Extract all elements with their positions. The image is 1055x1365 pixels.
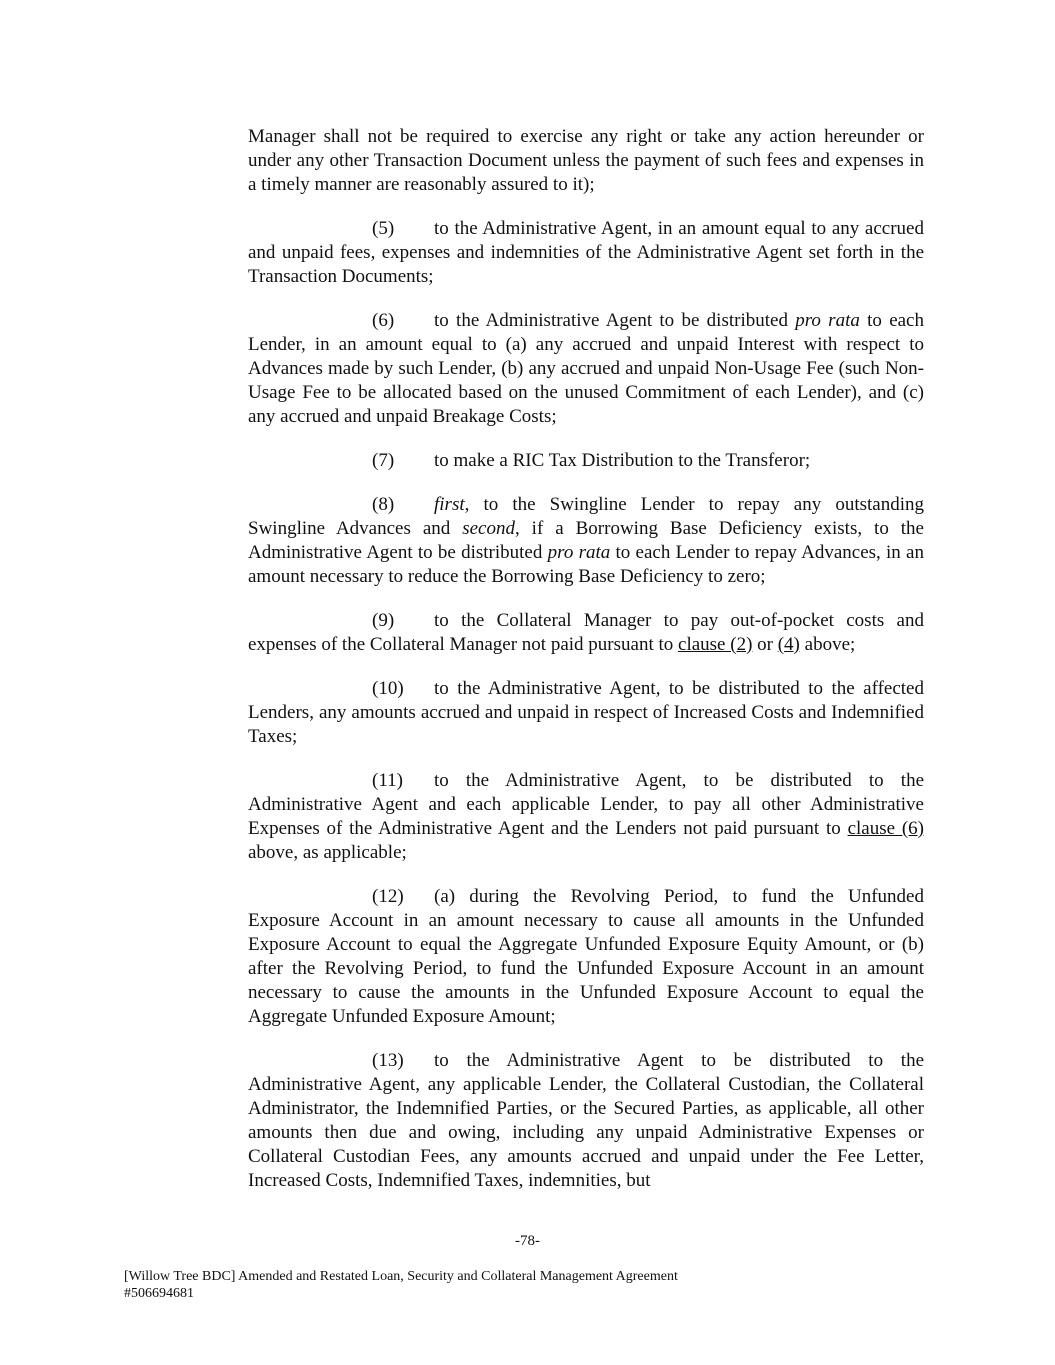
clause-text (248, 218, 924, 287)
clause-segment: to make a RIC Tax Distribution to the Transferor; (434, 450, 811, 471)
clause-paragraph (248, 449, 924, 473)
clause-segment: pro rata (795, 310, 860, 331)
clause-segment: to the Administrative Agent, to be distributed to the affected Lenders, any amounts accrued and unpaid in respect of Increased Costs and Indemnified Taxes; (248, 678, 924, 747)
clause-segment: , if a Borrowing Base Deficiency exists, to the Administrative Agent to be distributed (248, 518, 924, 563)
clause-reference: (4) (777, 634, 800, 655)
clause-paragraph (248, 769, 924, 865)
clause-number: (12) (372, 886, 404, 907)
clause-text (248, 310, 924, 427)
clause-paragraph (248, 609, 924, 657)
clause-segment: pro rata (547, 542, 611, 563)
page-number: -78- (515, 1233, 540, 1249)
clause-paragraph (248, 217, 924, 289)
clause-number: (11) (372, 770, 403, 791)
continuation-paragraph: Manager shall not be required to exercise any right or take any action hereunder or under any other Transaction Document unless the payment of such fees and expenses in a timely manner are reasonably assured to it); (248, 126, 924, 195)
clause-number: (13) (372, 1050, 404, 1071)
clause-text (248, 886, 924, 1027)
clause-segment: second (462, 518, 515, 539)
footer-title: [Willow Tree BDC] Amended and Restated Loan, Security and Collateral Management Agreement (124, 1269, 678, 1284)
clause-text (434, 450, 810, 471)
clause-number: (9) (372, 610, 395, 631)
clause-paragraph (248, 885, 924, 1029)
clause-text (248, 770, 924, 863)
clause-paragraph (248, 677, 924, 749)
clause-segment: , to the Swingline Lender to repay any outstanding Swingline Advances and (248, 494, 924, 539)
clause-paragraph (248, 1049, 924, 1193)
clause-reference: clause (6) (847, 818, 924, 839)
clause-reference: clause (2) (678, 634, 753, 655)
document-body (248, 125, 924, 1213)
clause-list (248, 217, 924, 1193)
clause-text (248, 494, 924, 587)
clause-text (248, 610, 924, 655)
clause-segment: to the Administrative Agent to be distributed (434, 310, 796, 331)
clause-paragraph (248, 493, 924, 589)
clause-paragraph (248, 309, 924, 429)
clause-segment: first (434, 494, 465, 515)
clause-segment: to the Administrative Agent to be distributed to the Administrative Agent, any applicable Lender, the Collateral Custodian, the Collateral Administrator, the Indemnified Parties, or the Secured Parties, as applicable, all other amounts then due and owing, including any unpaid Administrative Expenses or Collateral Custodian Fees, any amounts accrued and unpaid under the Fee Letter, Increased Costs, Indemnified Taxes, indemnities, but (248, 1050, 924, 1191)
clause-segment: or (752, 634, 778, 655)
footer-doc-id: #506694681 (124, 1286, 194, 1301)
clause-segment: (a) during the Revolving Period, to fund the Unfunded Exposure Account in an amount necessary to cause all amounts in the Unfunded Exposure Account to equal the Aggregate Unfunded Exposure Equity Amount, or (b) after the Revolving Period, to fund the Unfunded Exposure Account in an amount necessary to cause the amounts in the Unfunded Exposure Account to equal the Aggregate Unfunded Exposure Amount; (248, 886, 924, 1027)
clause-text (248, 1050, 924, 1191)
clause-number: (6) (372, 310, 395, 331)
clause-segment: above; (799, 634, 856, 655)
clause-segment: to each Lender, in an amount equal to (a) any accrued and unpaid Interest with respect to Advances made by such Lender, (b) any accrued and unpaid Non-Usage Fee (such Non-Usage Fee to be allocated based on the unused Commitment of each Lender), and (c) any accrued and unpaid Breakage Costs; (248, 310, 924, 427)
clause-number: (8) (372, 494, 395, 515)
clause-text (248, 678, 924, 747)
clause-segment: above, as applicable; (248, 842, 407, 863)
clause-segment: to each Lender to repay Advances, in an amount necessary to reduce the Borrowing Base Deficiency to zero; (248, 542, 924, 587)
clause-number: (5) (372, 218, 395, 239)
clause-number: (10) (372, 678, 404, 699)
clause-segment: to the Administrative Agent, to be distributed to the Administrative Agent and each applicable Lender, to pay all other Administrative Expenses of the Administrative Agent and the Lenders not paid pursuant to (248, 770, 924, 839)
document-footer (124, 1268, 678, 1302)
clause-segment: to the Collateral Manager to pay out-of-pocket costs and expenses of the Collateral Manager not paid pursuant to (248, 610, 924, 655)
clause-number: (7) (372, 450, 395, 471)
clause-segment: to the Administrative Agent, in an amount equal to any accrued and unpaid fees, expenses and indemnities of the Administrative Agent set forth in the Transaction Documents; (248, 218, 924, 287)
